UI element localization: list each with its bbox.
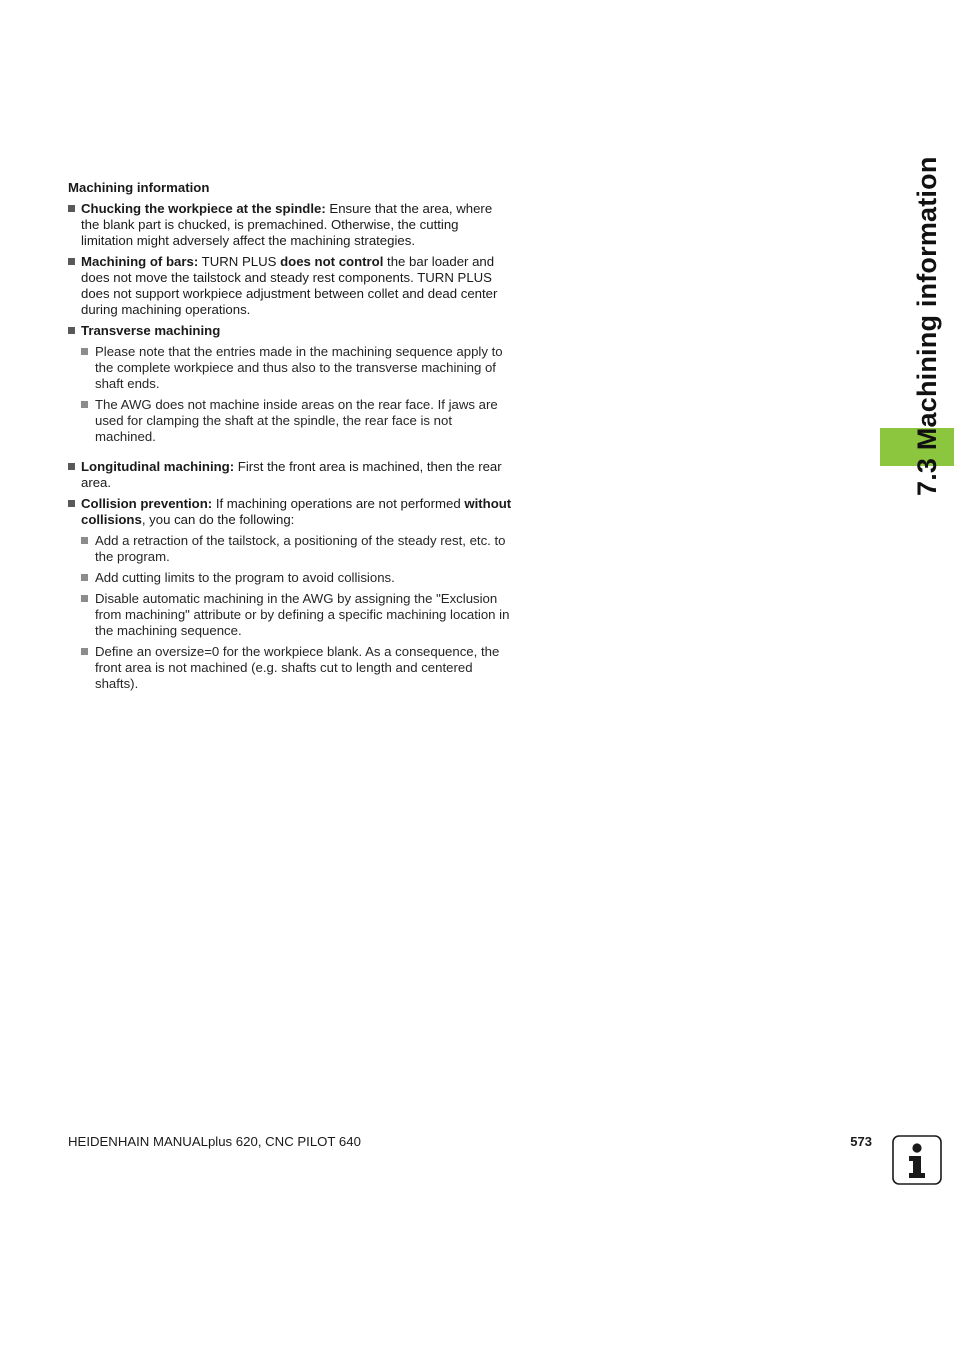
item-emphasis: without collisions: [81, 496, 512, 527]
list-item-bars: [68, 254, 512, 318]
item-text: Ensure that the area, where the blank part is chucked, is premachined. Otherwise, the cutting limitation might adversely affect the machining strategies.: [81, 201, 493, 248]
square-bullet-icon: [81, 574, 88, 581]
item-text: TURN PLUS: [198, 254, 281, 269]
square-bullet-icon: [68, 463, 75, 470]
item-lead: Collision prevention:: [81, 496, 213, 511]
footer-product: HEIDENHAIN MANUALplus 620, CNC PILOT 640: [68, 1134, 361, 1149]
item-text: First the front area is machined, then the rear area.: [81, 459, 502, 490]
square-bullet-icon: [81, 595, 88, 602]
sub-list-item: [81, 344, 512, 392]
item-lead: Chucking the workpiece at the spindle:: [81, 201, 326, 216]
square-bullet-icon: [81, 537, 88, 544]
list-item-chucking: [68, 201, 512, 249]
list-item-transverse: [68, 323, 512, 454]
square-bullet-icon: [81, 648, 88, 655]
page-number: 573: [850, 1134, 872, 1149]
item-lead: Machining of bars:: [81, 254, 199, 269]
sub-item-text: Add a retraction of the tailstock, a positioning of the steady rest, etc. to the program.: [95, 533, 506, 564]
item-text: If machining operations are not performed: [212, 496, 465, 511]
item-lead: Transverse machining: [81, 323, 221, 338]
square-bullet-icon: [68, 258, 75, 265]
sub-item-text: Disable automatic machining in the AWG by assigning the "Exclusion from machining" attribute or by defining a specific machining location in the machining sequence.: [95, 591, 510, 638]
sub-list-item: [81, 533, 512, 565]
item-text: the bar loader and does not move the tailstock and steady rest components. TURN PLUS does not support workpiece adjustment between collet and dead center during machining operations.: [81, 254, 498, 317]
main-content: [68, 180, 512, 697]
sub-item-text: Define an oversize=0 for the workpiece blank. As a consequence, the front area is not machined (e.g. shafts cut to length and centered shafts).: [95, 644, 500, 691]
sub-item-text: Add cutting limits to the program to avoid collisions.: [95, 570, 395, 585]
item-emphasis: does not control: [280, 254, 384, 269]
item-lead: Longitudinal machining:: [81, 459, 235, 474]
square-bullet-icon: [81, 401, 88, 408]
item-text: , you can do the following:: [141, 512, 295, 527]
square-bullet-icon: [68, 205, 75, 212]
sub-list-item: [81, 570, 512, 586]
square-bullet-icon: [81, 348, 88, 355]
list-item-longitudinal: [68, 459, 512, 491]
sub-list-item: [81, 397, 512, 445]
section-side-title: 7.3 Machining information: [912, 156, 942, 496]
list-item-collision: [68, 496, 512, 692]
sub-item-text: The AWG does not machine inside areas on the rear face. If jaws are used for clamping the shaft at the spindle, the rear face is not machined.: [95, 397, 498, 444]
section-heading: Machining information: [68, 180, 210, 195]
sub-list-item: [81, 644, 512, 692]
square-bullet-icon: [68, 500, 75, 507]
sub-item-text: Please note that the entries made in the machining sequence apply to the complete workpiece and thus also to the transverse machining of shaft ends.: [95, 344, 503, 391]
sub-list-item: [81, 591, 512, 639]
info-icon: [892, 1135, 942, 1185]
square-bullet-icon: [68, 327, 75, 334]
